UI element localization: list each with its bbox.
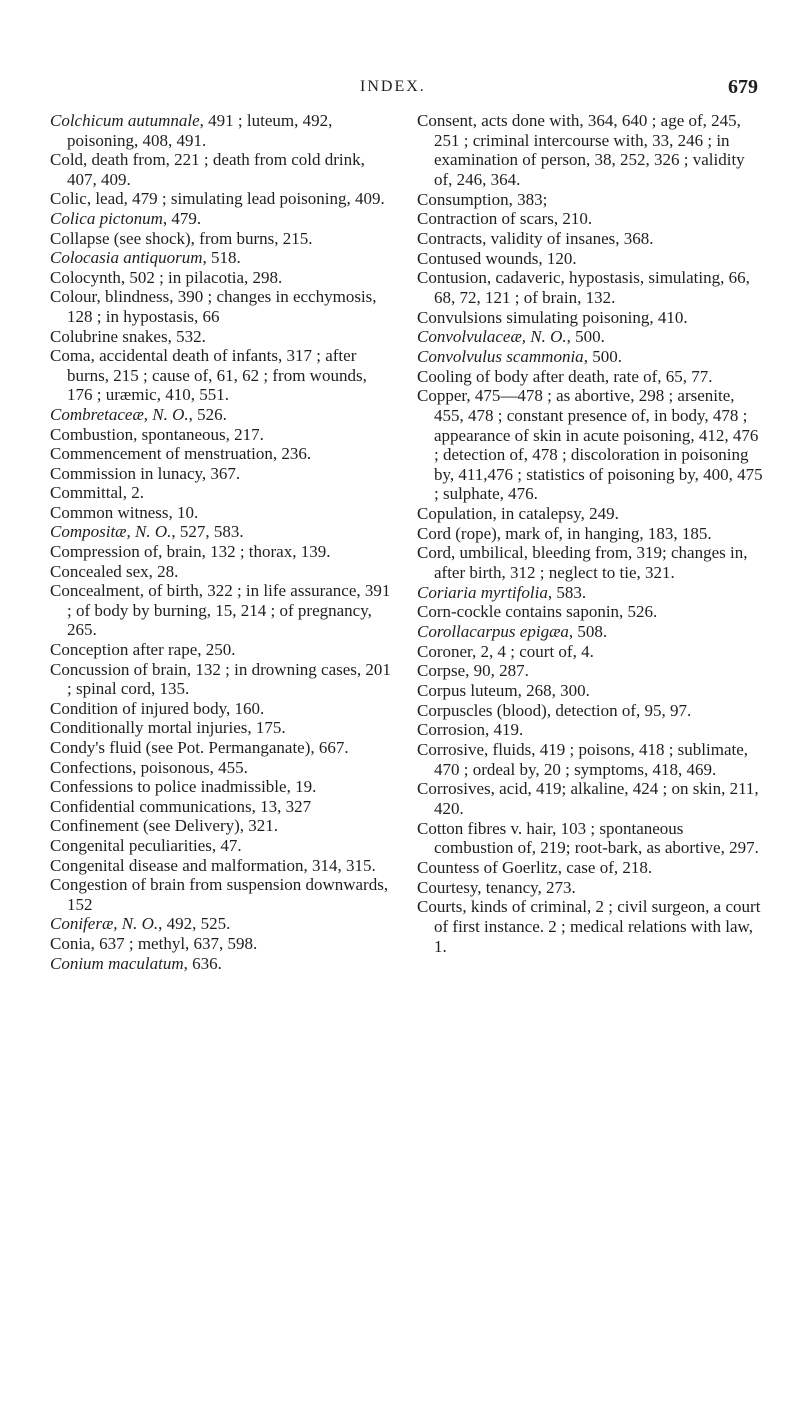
index-entry [50, 875, 395, 914]
index-references: Colour, blindness, 390 ; changes in ecchymosis, 128 ; in hypostasis, 66 [50, 287, 377, 326]
index-references: Collapse (see shock), from burns, 215. [50, 228, 313, 248]
index-references: Cooling of body after death, rate of, 65, 77. [417, 366, 713, 386]
index-references: Congenital disease and malformation, 314, 315. [50, 855, 376, 875]
index-references: Compression of, brain, 132 ; thorax, 139. [50, 542, 331, 562]
index-references: Conia, 637 ; methyl, 637, 598. [50, 933, 258, 953]
index-entry [417, 249, 765, 269]
index-entry [417, 740, 765, 779]
index-references: Condy's fluid (see Pot. Permanganate), 667. [50, 738, 349, 757]
index-entry [417, 642, 765, 662]
index-entry [417, 347, 765, 367]
index-entry [50, 405, 395, 425]
index-references: Colic, lead, 479 ; simulating lead poisoning, 409. [50, 189, 385, 209]
index-entry [50, 150, 395, 189]
index-references: , 526. [188, 404, 227, 424]
index-entry [50, 327, 395, 347]
index-references: Colocynth, 502 ; in pilacotia, 298. [50, 267, 283, 287]
index-references: Countess of Goerlitz, case of, 218. [417, 857, 653, 877]
index-entry [50, 797, 395, 817]
index-references: Concussion of brain, 132 ; in drowning cases, 201 ; spinal cord, 135. [50, 659, 391, 699]
index-references: Cord, umbilical, bleeding from, 319; changes in, after birth, 312 ; neglect to tie, 321. [417, 543, 748, 583]
index-references: Consent, acts done with, 364, 640 ; age of, 245, 251 ; criminal intercourse with, 33, 246 ; in examination of person, 38, 252, 326 ; validity of, 246, 364. [417, 111, 745, 189]
index-entry [50, 718, 395, 738]
index-references: Confessions to police inadmissible, 19. [50, 777, 317, 797]
index-references: Conception after rape, 250. [50, 640, 236, 660]
index-entry [50, 287, 395, 326]
index-entry [417, 720, 765, 740]
index-entry [417, 308, 765, 328]
left-index-column [50, 111, 395, 973]
index-term: Colocasia antiquorum [50, 248, 203, 268]
index-entry [50, 503, 395, 523]
index-term: Combretaceæ, N. O. [50, 404, 189, 424]
index-entry [417, 268, 765, 307]
index-entry [417, 543, 765, 582]
index-entry [50, 483, 395, 503]
index-references: , 479. [162, 208, 202, 228]
index-references: Courtesy, tenancy, 273. [417, 877, 576, 897]
index-references: Concealment, of birth, 322 ; in life assurance, 391 ; of body by burning, 15, 214 ; of pregnancy, 265. [50, 581, 391, 640]
index-references: Cotton fibres v. hair, 103 ; spontaneous combustion of, 219; root-bark, as abortive, 297. [417, 818, 759, 858]
index-entry [50, 934, 395, 954]
index-references: Contused wounds, 120. [417, 248, 577, 268]
index-entry [50, 268, 395, 288]
index-entry [50, 248, 395, 268]
index-references: , 500. [566, 327, 605, 347]
index-entry [417, 583, 765, 603]
index-entry [50, 856, 395, 876]
index-references: Convulsions simulating poisoning, 410. [417, 307, 688, 327]
index-references: Corn-cockle contains saponin, 526. [417, 602, 658, 622]
index-references: Copulation, in catalepsy, 249. [417, 504, 619, 524]
index-references: Combustion, spontaneous, 217. [50, 424, 264, 444]
index-entry [417, 229, 765, 249]
index-entry [417, 661, 765, 681]
index-entry [50, 699, 395, 719]
index-entry [50, 229, 395, 249]
index-references: Colubrine snakes, 532. [50, 326, 206, 346]
index-references: , 491 ; luteum, 492, poisoning, 408, 491. [67, 111, 333, 150]
index-references: Corpuscles (blood), detection of, 95, 97. [417, 700, 692, 720]
index-entry [50, 542, 395, 562]
index-references: Coroner, 2, 4 ; court of, 4. [417, 641, 594, 661]
index-references: Confinement (see Delivery), 321. [50, 816, 279, 836]
index-references: , 492, 525. [158, 914, 231, 934]
index-references: , 500. [583, 346, 622, 366]
index-references: , 518. [202, 248, 241, 268]
index-entry [417, 858, 765, 878]
index-references: Copper, 475—478 ; as abortive, 298 ; arsenite, 455, 478 ; constant presence of, in body, 478 ; appearance of skin in acute poisoning, 412, 476 ; detection of, 478 ; discoloration in poisoning by, 411,476 ; statistics of poisoning by, 400, 475 ; sulphate, 476. [417, 386, 763, 504]
index-entry [50, 816, 395, 836]
index-entry [417, 819, 765, 858]
index-entry [50, 209, 395, 229]
index-references: Committal, 2. [50, 483, 144, 503]
index-references: Conditionally mortal injuries, 175. [50, 718, 286, 738]
index-references: Congestion of brain from suspension downwards, 152 [50, 875, 389, 914]
index-entry [50, 346, 395, 405]
index-entry [417, 878, 765, 898]
index-entry [50, 581, 395, 640]
index-references: Corpus luteum, 268, 300. [417, 681, 590, 701]
index-term: Colica pictonum [50, 208, 163, 228]
index-references: Corrosion, 419. [417, 720, 524, 740]
index-references: Corrosive, fluids, 419 ; poisons, 418 ; sublimate, 470 ; ordeal by, 20 ; symptoms, 418, 469. [417, 740, 749, 779]
index-references: , 527, 583. [171, 522, 244, 542]
index-entry [50, 640, 395, 660]
index-term: Conium maculatum [50, 953, 184, 973]
index-entry [417, 190, 765, 210]
index-references: Commission in lunacy, 367. [50, 463, 241, 483]
index-references: , 583. [547, 582, 587, 602]
index-entry [50, 444, 395, 464]
right-index-column [417, 111, 765, 956]
index-entry [50, 660, 395, 699]
index-entry [50, 777, 395, 797]
index-references: Condition of injured body, 160. [50, 698, 265, 718]
page-number: 679 [728, 76, 758, 98]
index-entry [50, 954, 395, 974]
index-entry [50, 111, 395, 150]
index-references: Contracts, validity of insanes, 368. [417, 228, 654, 248]
index-references: Corrosives, acid, 419; alkaline, 424 ; on skin, 211, 420. [417, 779, 759, 818]
index-term: Colchicum autumnale [50, 111, 200, 130]
index-references: Concealed sex, 28. [50, 561, 179, 581]
page-heading: INDEX. [360, 78, 426, 95]
index-references: Contraction of scars, 210. [417, 209, 593, 229]
index-term: Convolvulaceæ, N. O. [417, 327, 567, 347]
index-term: Corollacarpus epigæa [417, 622, 569, 642]
index-entry [417, 622, 765, 642]
index-entry [417, 111, 765, 190]
index-term: Convolvulus scammonia [417, 346, 584, 366]
index-entry [417, 681, 765, 701]
index-entry [50, 425, 395, 445]
index-term: Coriaria myrtifolia [417, 582, 548, 602]
index-entry [417, 367, 765, 387]
index-entry [417, 701, 765, 721]
index-references: Common witness, 10. [50, 502, 199, 522]
index-entry [50, 189, 395, 209]
index-entry [50, 914, 395, 934]
index-entry [50, 562, 395, 582]
index-references: Corpse, 90, 287. [417, 661, 529, 681]
index-references: Contusion, cadaveric, hypostasis, simulating, 66, 68, 72, 121 ; of brain, 132. [417, 268, 750, 307]
index-entry [50, 464, 395, 484]
index-entry [417, 524, 765, 544]
index-references: Cord (rope), mark of, in hanging, 183, 185. [417, 523, 712, 543]
index-entry [417, 327, 765, 347]
index-entry [417, 504, 765, 524]
index-references: Congenital peculiarities, 47. [50, 835, 242, 855]
index-references: , 508. [568, 622, 608, 642]
index-references: Consumption, 383; [417, 189, 548, 209]
index-entry [417, 209, 765, 229]
index-references: Commencement of menstruation, 236. [50, 444, 312, 464]
running-head [0, 68, 800, 98]
index-entry [50, 836, 395, 856]
index-entry [417, 779, 765, 818]
index-entry [417, 602, 765, 622]
index-entry [417, 897, 765, 956]
index-entry [50, 522, 395, 542]
index-references: Confections, poisonous, 455. [50, 757, 248, 777]
index-references: Coma, accidental death of infants, 317 ; after burns, 215 ; cause of, 61, 62 ; from wounds, 176 ; uræmic, 410, 551. [50, 346, 367, 405]
index-references: Confidential communications, 13, 327 [50, 796, 312, 816]
index-entry [50, 758, 395, 778]
index-references: , 636. [183, 953, 222, 973]
index-entry [50, 738, 395, 758]
index-term: Coniferæ, N. O. [50, 914, 159, 934]
index-entry [417, 386, 765, 504]
index-references: Courts, kinds of criminal, 2 ; civil surgeon, a court of first instance. 2 ; medical relations with law, 1. [417, 897, 761, 956]
index-term: Compositæ, N. O. [50, 522, 172, 542]
index-references: Cold, death from, 221 ; death from cold drink, 407, 409. [50, 150, 365, 189]
